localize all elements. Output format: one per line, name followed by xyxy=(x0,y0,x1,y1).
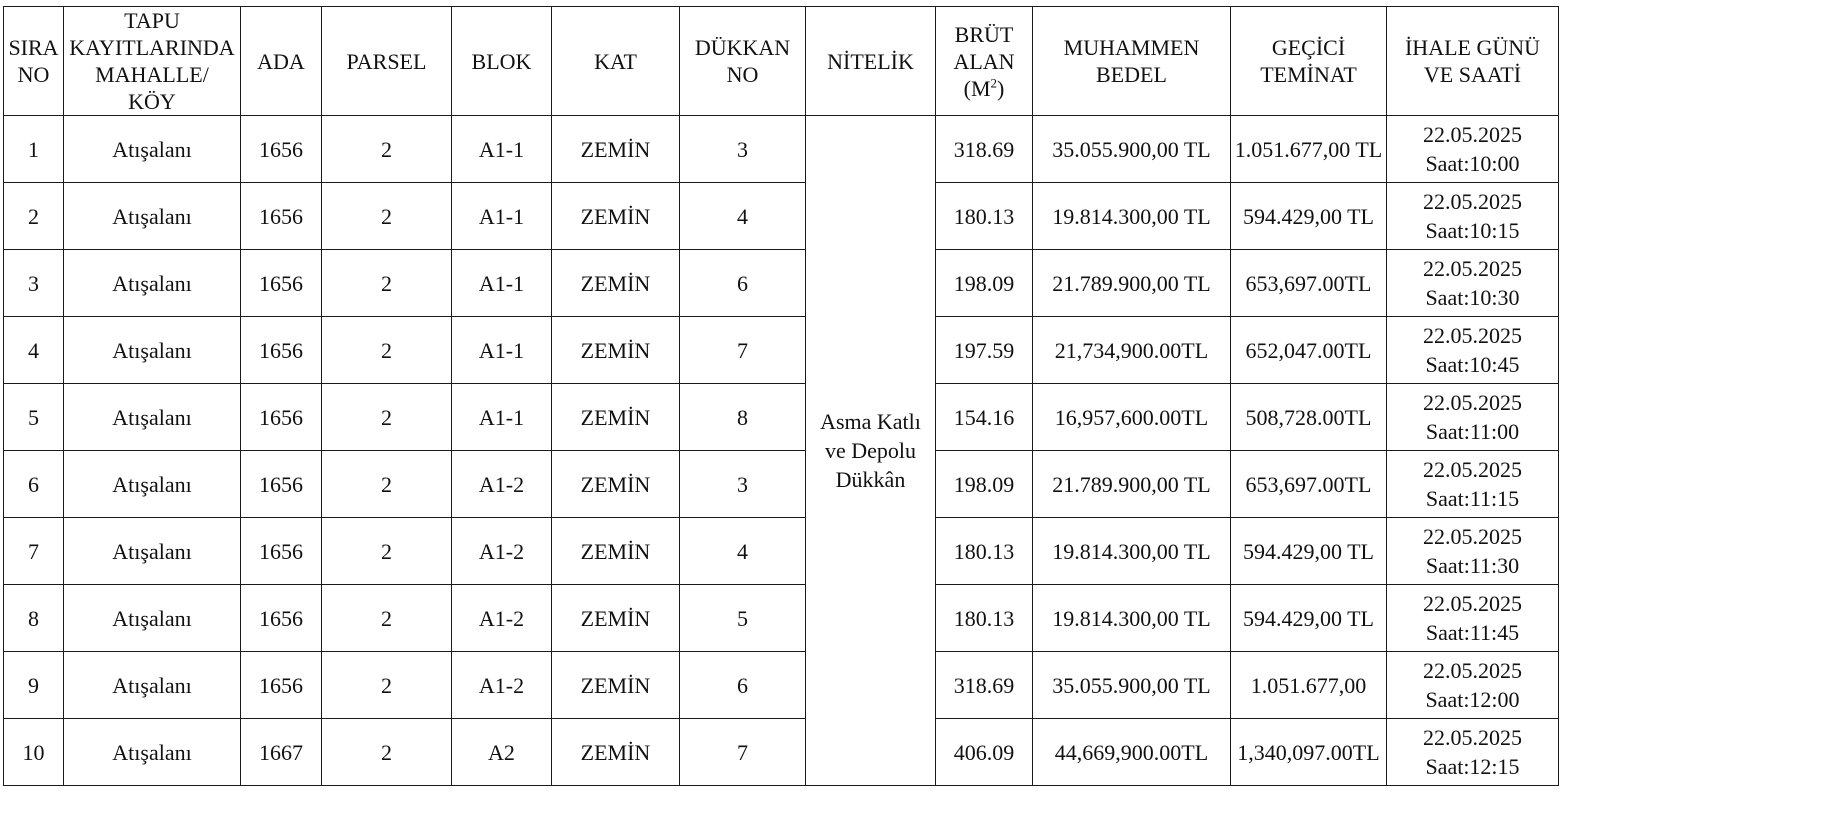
cell-parsel: 2 xyxy=(322,585,452,652)
cell-gecici-teminat: 594.429,00 TL xyxy=(1231,585,1387,652)
cell-parsel: 2 xyxy=(322,250,452,317)
cell-blok: A1-2 xyxy=(452,451,552,518)
cell-parsel: 2 xyxy=(322,719,452,786)
header-sira-line: NO xyxy=(17,62,50,87)
cell-kat: ZEMİN xyxy=(552,250,680,317)
ihale-time: Saat:11:00 xyxy=(1425,419,1520,444)
nitelik-line: Dükkân xyxy=(835,467,906,492)
header-dukkan-line: DÜKKAN xyxy=(694,35,791,60)
cell-muhammen-bedel: 21.789.900,00 TL xyxy=(1033,451,1231,518)
header-gecici-line: GEÇİCİ xyxy=(1271,35,1346,60)
cell-blok: A1-2 xyxy=(452,585,552,652)
header-nitelik: NİTELİK xyxy=(806,7,936,116)
header-gecici-line: TEMİNAT xyxy=(1260,62,1357,87)
cell-mahalle: Atışalanı xyxy=(64,317,241,384)
cell-gecici-teminat: 508,728.00TL xyxy=(1231,384,1387,451)
cell-brut-alan: 197.59 xyxy=(936,317,1033,384)
cell-ada: 1667 xyxy=(241,719,322,786)
cell-dukkan-no: 6 xyxy=(680,250,806,317)
cell-parsel: 2 xyxy=(322,652,452,719)
cell-sira: 7 xyxy=(4,518,64,585)
cell-sira: 8 xyxy=(4,585,64,652)
cell-kat: ZEMİN xyxy=(552,183,680,250)
cell-ada: 1656 xyxy=(241,384,322,451)
cell-ada: 1656 xyxy=(241,116,322,183)
header-dukkan-line: NO xyxy=(726,62,759,87)
ihale-time: Saat:10:00 xyxy=(1425,151,1520,176)
cell-sira: 10 xyxy=(4,719,64,786)
cell-kat: ZEMİN xyxy=(552,518,680,585)
cell-dukkan-no: 8 xyxy=(680,384,806,451)
cell-mahalle: Atışalanı xyxy=(64,451,241,518)
header-row xyxy=(4,7,1559,116)
table-row xyxy=(4,317,1559,384)
ihale-time: Saat:10:45 xyxy=(1425,352,1520,377)
header-brut-unit-sup: 2 xyxy=(990,75,998,91)
header-mahalle-line: TAPU xyxy=(124,8,180,33)
cell-ihale-tarih-saat xyxy=(1387,116,1559,183)
cell-kat: ZEMİN xyxy=(552,384,680,451)
header-muhammen xyxy=(1033,7,1231,116)
cell-brut-alan: 180.13 xyxy=(936,585,1033,652)
cell-mahalle: Atışalanı xyxy=(64,652,241,719)
cell-ada: 1656 xyxy=(241,585,322,652)
cell-dukkan-no: 7 xyxy=(680,317,806,384)
cell-brut-alan: 318.69 xyxy=(936,652,1033,719)
ihale-date: 22.05.2025 xyxy=(1423,658,1522,683)
table-row xyxy=(4,719,1559,786)
cell-dukkan-no: 7 xyxy=(680,719,806,786)
header-ihale xyxy=(1387,7,1559,116)
header-mahalle-line: MAHALLE/ xyxy=(95,62,209,87)
cell-blok: A1-1 xyxy=(452,384,552,451)
header-gecici xyxy=(1231,7,1387,116)
cell-ada: 1656 xyxy=(241,652,322,719)
cell-kat: ZEMİN xyxy=(552,719,680,786)
cell-blok: A1-2 xyxy=(452,518,552,585)
cell-muhammen-bedel: 21.789.900,00 TL xyxy=(1033,250,1231,317)
cell-parsel: 2 xyxy=(322,518,452,585)
nitelik-line: ve Depolu xyxy=(824,438,917,463)
cell-ada: 1656 xyxy=(241,250,322,317)
header-sira-line: SIRA xyxy=(8,35,59,60)
cell-ihale-tarih-saat xyxy=(1387,250,1559,317)
cell-blok: A1-1 xyxy=(452,250,552,317)
nitelik-line: Asma Katlı xyxy=(820,409,921,434)
cell-muhammen-bedel: 44,669,900.00TL xyxy=(1033,719,1231,786)
cell-dukkan-no: 6 xyxy=(680,652,806,719)
cell-mahalle: Atışalanı xyxy=(64,384,241,451)
ihale-date: 22.05.2025 xyxy=(1423,323,1522,348)
cell-mahalle: Atışalanı xyxy=(64,116,241,183)
header-parsel: PARSEL xyxy=(322,7,452,116)
cell-muhammen-bedel: 35.055.900,00 TL xyxy=(1033,652,1231,719)
cell-gecici-teminat: 653,697.00TL xyxy=(1231,451,1387,518)
cell-gecici-teminat: 653,697.00TL xyxy=(1231,250,1387,317)
table-row xyxy=(4,518,1559,585)
cell-ihale-tarih-saat xyxy=(1387,719,1559,786)
cell-ihale-tarih-saat xyxy=(1387,451,1559,518)
cell-brut-alan: 154.16 xyxy=(936,384,1033,451)
cell-sira: 5 xyxy=(4,384,64,451)
table-row xyxy=(4,585,1559,652)
cell-kat: ZEMİN xyxy=(552,116,680,183)
cell-mahalle: Atışalanı xyxy=(64,585,241,652)
cell-kat: ZEMİN xyxy=(552,585,680,652)
cell-gecici-teminat: 1,340,097.00TL xyxy=(1231,719,1387,786)
cell-ihale-tarih-saat xyxy=(1387,518,1559,585)
table-row xyxy=(4,250,1559,317)
cell-ihale-tarih-saat xyxy=(1387,183,1559,250)
cell-gecici-teminat: 1.051.677,00 TL xyxy=(1231,116,1387,183)
cell-ihale-tarih-saat xyxy=(1387,652,1559,719)
cell-dukkan-no: 3 xyxy=(680,116,806,183)
ihale-date: 22.05.2025 xyxy=(1423,457,1522,482)
ihale-date: 22.05.2025 xyxy=(1423,725,1522,750)
header-ada: ADA xyxy=(241,7,322,116)
cell-sira: 9 xyxy=(4,652,64,719)
cell-kat: ZEMİN xyxy=(552,451,680,518)
cell-brut-alan: 318.69 xyxy=(936,116,1033,183)
cell-ihale-tarih-saat xyxy=(1387,585,1559,652)
cell-muhammen-bedel: 16,957,600.00TL xyxy=(1033,384,1231,451)
table-row xyxy=(4,116,1559,183)
table-row xyxy=(4,652,1559,719)
header-mahalle xyxy=(64,7,241,116)
cell-parsel: 2 xyxy=(322,116,452,183)
header-mahalle-line: KÖY xyxy=(128,89,176,114)
ihale-date: 22.05.2025 xyxy=(1423,524,1522,549)
cell-brut-alan: 180.13 xyxy=(936,518,1033,585)
cell-gecici-teminat: 652,047.00TL xyxy=(1231,317,1387,384)
cell-kat: ZEMİN xyxy=(552,317,680,384)
header-blok: BLOK xyxy=(452,7,552,116)
header-brut-unit-close: ) xyxy=(997,75,1005,101)
header-ihale-line: VE SAATİ xyxy=(1423,62,1522,87)
ihale-time: Saat:11:15 xyxy=(1425,486,1520,511)
cell-kat: ZEMİN xyxy=(552,652,680,719)
cell-brut-alan: 406.09 xyxy=(936,719,1033,786)
cell-muhammen-bedel: 21,734,900.00TL xyxy=(1033,317,1231,384)
cell-brut-alan: 198.09 xyxy=(936,250,1033,317)
cell-gecici-teminat: 1.051.677,00 xyxy=(1231,652,1387,719)
cell-dukkan-no: 5 xyxy=(680,585,806,652)
cell-sira: 2 xyxy=(4,183,64,250)
header-brut-line: BRÜT xyxy=(954,21,1014,47)
cell-blok: A2 xyxy=(452,719,552,786)
cell-gecici-teminat: 594.429,00 TL xyxy=(1231,518,1387,585)
cell-sira: 1 xyxy=(4,116,64,183)
header-dukkan xyxy=(680,7,806,116)
cell-dukkan-no: 4 xyxy=(680,518,806,585)
cell-blok: A1-1 xyxy=(452,116,552,183)
cell-parsel: 2 xyxy=(322,451,452,518)
cell-brut-alan: 180.13 xyxy=(936,183,1033,250)
cell-parsel: 2 xyxy=(322,183,452,250)
cell-ada: 1656 xyxy=(241,518,322,585)
cell-parsel: 2 xyxy=(322,384,452,451)
cell-blok: A1-1 xyxy=(452,183,552,250)
cell-sira: 6 xyxy=(4,451,64,518)
cell-brut-alan: 198.09 xyxy=(936,451,1033,518)
cell-sira: 4 xyxy=(4,317,64,384)
ihale-date: 22.05.2025 xyxy=(1423,122,1522,147)
cell-ada: 1656 xyxy=(241,451,322,518)
header-muhammen-line: BEDEL xyxy=(1096,62,1167,87)
cell-muhammen-bedel: 19.814.300,00 TL xyxy=(1033,183,1231,250)
cell-gecici-teminat: 594.429,00 TL xyxy=(1231,183,1387,250)
header-brut-line: ALAN xyxy=(953,48,1015,74)
ihale-time: Saat:12:15 xyxy=(1425,754,1520,779)
cell-ada: 1656 xyxy=(241,317,322,384)
cell-mahalle: Atışalanı xyxy=(64,518,241,585)
cell-blok: A1-2 xyxy=(452,652,552,719)
auction-table-container xyxy=(3,6,1559,786)
ihale-time: Saat:11:30 xyxy=(1425,553,1520,578)
ihale-time: Saat:10:15 xyxy=(1425,218,1520,243)
header-kat: KAT xyxy=(552,7,680,116)
cell-muhammen-bedel: 35.055.900,00 TL xyxy=(1033,116,1231,183)
table-body xyxy=(4,116,1559,786)
ihale-date: 22.05.2025 xyxy=(1423,591,1522,616)
header-sira xyxy=(4,7,64,116)
header-ihale-line: İHALE GÜNÜ xyxy=(1404,35,1541,60)
cell-muhammen-bedel: 19.814.300,00 TL xyxy=(1033,585,1231,652)
header-mahalle-line: KAYITLARINDA xyxy=(69,35,235,60)
cell-ada: 1656 xyxy=(241,183,322,250)
ihale-time: Saat:10:30 xyxy=(1425,285,1520,310)
ihale-time: Saat:11:45 xyxy=(1425,620,1520,645)
ihale-date: 22.05.2025 xyxy=(1423,256,1522,281)
cell-parsel: 2 xyxy=(322,317,452,384)
cell-nitelik-merged xyxy=(806,116,936,786)
cell-mahalle: Atışalanı xyxy=(64,250,241,317)
table-row xyxy=(4,384,1559,451)
auction-table xyxy=(3,6,1559,786)
cell-sira: 3 xyxy=(4,250,64,317)
cell-muhammen-bedel: 19.814.300,00 TL xyxy=(1033,518,1231,585)
ihale-date: 22.05.2025 xyxy=(1423,390,1522,415)
cell-dukkan-no: 3 xyxy=(680,451,806,518)
table-row xyxy=(4,451,1559,518)
cell-mahalle: Atışalanı xyxy=(64,183,241,250)
header-brut xyxy=(936,7,1033,116)
ihale-date: 22.05.2025 xyxy=(1423,189,1522,214)
header-brut-unit-open: (M xyxy=(963,75,991,101)
cell-ihale-tarih-saat xyxy=(1387,384,1559,451)
cell-mahalle: Atışalanı xyxy=(64,719,241,786)
header-muhammen-line: MUHAMMEN xyxy=(1063,35,1200,60)
ihale-time: Saat:12:00 xyxy=(1425,687,1520,712)
header-brut-unit xyxy=(938,75,1030,102)
cell-blok: A1-1 xyxy=(452,317,552,384)
table-row xyxy=(4,183,1559,250)
cell-ihale-tarih-saat xyxy=(1387,317,1559,384)
cell-dukkan-no: 4 xyxy=(680,183,806,250)
